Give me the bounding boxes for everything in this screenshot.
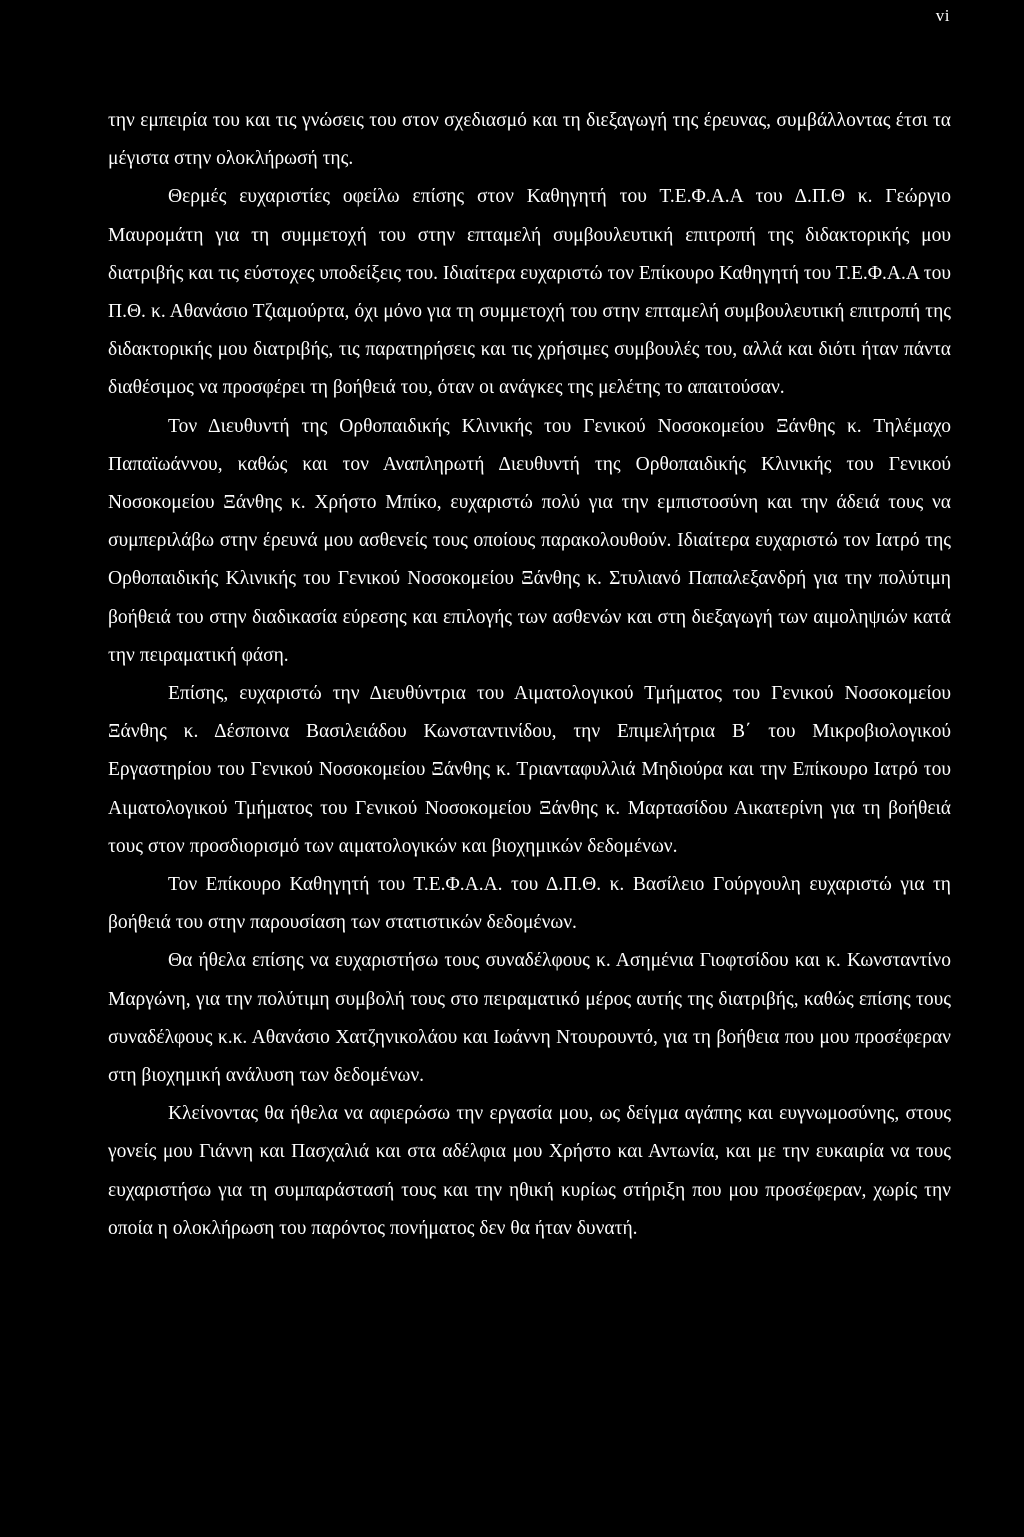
paragraph-continued: την εμπειρία του και τις γνώσεις του στον σχεδιασμό και τη διεξαγωγή της έρευνας, συμβάλλοντας έτσι τα μέγιστα στην ολοκλήρωσή της.: [108, 110, 951, 170]
paragraph: Τον Διευθυντή της Ορθοπαιδικής Κλινικής του Γενικού Νοσοκομείου Ξάνθης κ. Τηλέμαχο Παπαϊωάννου, καθώς και τον Αναπληρωτή Διευθυντή της Ορθοπαιδικής Κλινικής του Γενικού Νοσοκομείου Ξάνθης κ. Χρήστο Μπίκο, ευχαριστώ πολύ για την εμπιστοσύνη και την άδειά τους να συμπεριλάβω στην έρευνά μου ασθενείς τους οποίους παρακολουθούν. Ιδιαίτερα ευχαριστώ τον Ιατρό της Ορθοπαιδικής Κλινικής του Γενικού Νοσοκομείου Ξάνθης κ. Στυλιανό Παπαλεξανδρή για την πολύτιμη βοήθειά του στην διαδικασία εύρεσης και επιλογής των ασθενών και στη διεξαγωγή των αιμοληψιών κατά την πειραματική φάση.: [108, 415, 951, 666]
paragraph: Θα ήθελα επίσης να ευχαριστήσω τους συναδέλφους κ. Ασημένια Γιοφτσίδου και κ. Κωνσταντίνο Μαργώνη, για την πολύτιμη συμβολή τους στο πειραματικό μέρος αυτής της διατριβής, καθώς επίσης τους συναδέλφους κ.κ. Αθανάσιο Χατζηνικολάου και Ιωάννη Ντουρουντό, για τη βοήθεια που μου προσέφεραν στη βιοχημική ανάλυση των δεδομένων.: [108, 950, 951, 1087]
paragraph: Τον Επίκουρο Καθηγητή του Τ.Ε.Φ.Α.Α. του Δ.Π.Θ. κ. Βασίλειο Γούργουλη ευχαριστώ για τη βοήθειά του στην παρουσίαση των στατιστικών δεδομένων.: [108, 874, 951, 934]
paragraph: Επίσης, ευχαριστώ την Διευθύντρια του Αιματολογικού Τμήματος του Γενικού Νοσοκομείου Ξάνθης κ. Δέσποινα Βασιλειάδου Κωνσταντινίδου, την Επιμελήτρια Β΄ του Μικροβιολογικού Εργαστηρίου του Γενικού Νοσοκομείου Ξάνθης κ. Τριανταφυλλιά Μηδιούρα και την Επίκουρο Ιατρό του Αιματολογικού Τμήματος του Γενικού Νοσοκομείου Ξάνθης κ. Μαρτασίδου Αικατερίνη για τη βοήθειά τους στον προσδιορισμό των αιματολογικών και βιοχημικών δεδομένων.: [108, 683, 951, 857]
acknowledgements-text: [108, 102, 951, 1248]
paragraph: Θερμές ευχαριστίες οφείλω επίσης στον Καθηγητή του Τ.Ε.Φ.Α.Α του Δ.Π.Θ κ. Γεώργιο Μαυρομάτη για τη συμμετοχή του στην επταμελή συμβουλευτική επιτροπή της διδακτορικής μου διατριβής και τις εύστοχες υποδείξεις του. Ιδιαίτερα ευχαριστώ τον Επίκουρο Καθηγητή του Τ.Ε.Φ.Α.Α του Π.Θ. κ. Αθανάσιο Τζιαμούρτα, όχι μόνο για τη συμμετοχή του στην επταμελή συμβουλευτική επιτροπή της διδακτορικής μου διατριβής, τις παρατηρήσεις και τις χρήσιμες συμβουλές του, αλλά και διότι ήταν πάντα διαθέσιμος να προσφέρει τη βοήθειά του, όταν οι ανάγκες της μελέτης το απαιτούσαν.: [108, 186, 951, 399]
paragraph: Κλείνοντας θα ήθελα να αφιερώσω την εργασία μου, ως δείγμα αγάπης και ευγνωμοσύνης, στους γονείς μου Γιάννη και Πασχαλιά και στα αδέλφια μου Χρήστο και Αντωνία, και με την ευκαιρία να τους ευχαριστήσω για τη συμπαράστασή τους και την ηθική κυρίως στήριξη που μου προσέφεραν, χωρίς την οποία η ολοκλήρωση του παρόντος πονήματος δεν θα ήταν δυνατή.: [108, 1103, 951, 1239]
page-number: vi: [935, 6, 950, 25]
